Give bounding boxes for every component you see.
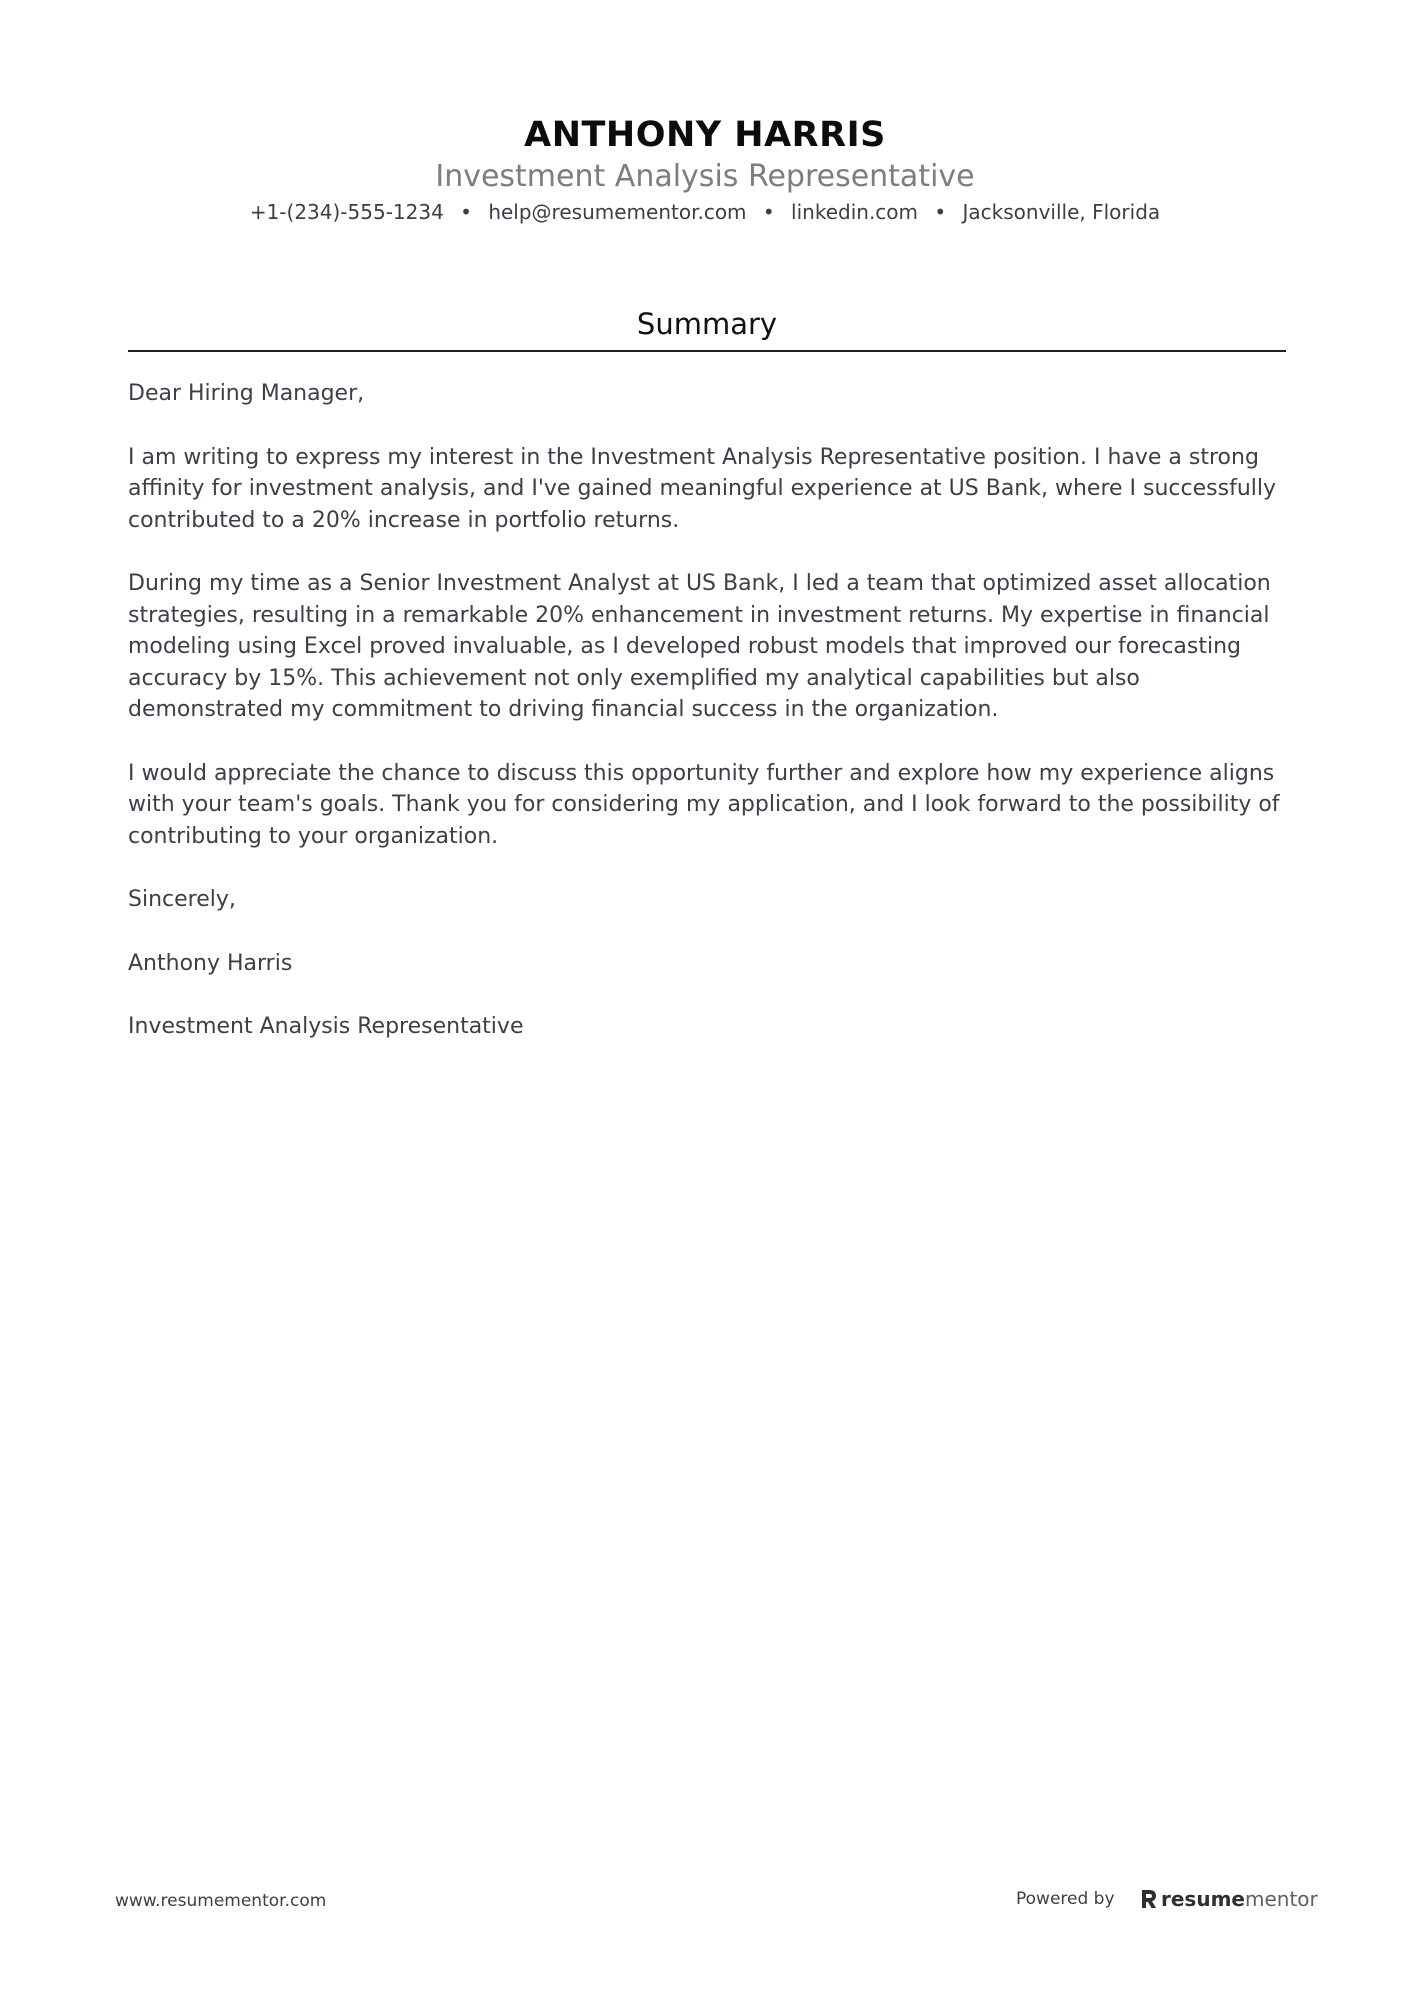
brand-wordmark — [1161, 1887, 1318, 1911]
contact-separator: • — [460, 200, 472, 224]
signature-name: Anthony Harris — [128, 950, 293, 976]
section-divider — [128, 350, 1286, 352]
applicant-name: ANTHONY HARRIS — [524, 115, 886, 155]
contact-separator: • — [934, 200, 947, 224]
contact-separator: • — [762, 200, 775, 224]
contact-email: help@resumementor.com — [488, 200, 747, 224]
letter-paragraph: During my time as a Senior Investment Analyst at US Bank, I led a team that optimized asset allocation strategies, resulting in a remarkable 20% enhancement in investment returns. My expertise in financial modeling using Excel proved invaluable, as I developed robust models that improved our forecasting accuracy by 15%. This achievement not only exemplified my analytical capabilities but also demonstrated my commitment to driving financial success in the organization. — [128, 571, 1271, 722]
resumementor-logo-icon — [1140, 1888, 1158, 1910]
brand-logo[interactable] — [1140, 1884, 1318, 1914]
contact-phone: +1-(234)-555-1234 — [249, 200, 444, 224]
letter-paragraph: I am writing to express my interest in the Investment Analysis Representative position. I have a strong affinity for investment analysis, and I've gained meaningful experience at US Bank, where I successfully contributed to a 20% increase in portfolio returns. — [128, 444, 1277, 533]
letter-closing: Sincerely, — [128, 887, 236, 912]
brand-wordmark-bold: resume — [1161, 1887, 1245, 1911]
powered-by-label: Powered by — [1016, 1889, 1115, 1909]
section-title: Summary — [636, 307, 778, 341]
letter-header — [0, 112, 1410, 226]
footer-website-link[interactable]: www.resumementor.com — [115, 1891, 327, 1911]
letter-greeting: Dear Hiring Manager, — [128, 381, 365, 406]
applicant-title: Investment Analysis Representative — [435, 159, 975, 194]
letter-paragraph: I would appreciate the chance to discuss this opportunity further and explore how my experience aligns with your team's goals. Thank you for considering my application, and I look forward to the possibility of contributing to your organization. — [128, 760, 1280, 849]
contact-location: Jacksonville, Florida — [962, 200, 1161, 224]
signature-title: Investment Analysis Representative — [128, 1014, 524, 1039]
contact-linkedin: linkedin.com — [791, 200, 919, 224]
letter-body — [128, 378, 1288, 1075]
brand-wordmark-light: mentor — [1244, 1887, 1318, 1911]
contact-line — [0, 198, 1410, 226]
